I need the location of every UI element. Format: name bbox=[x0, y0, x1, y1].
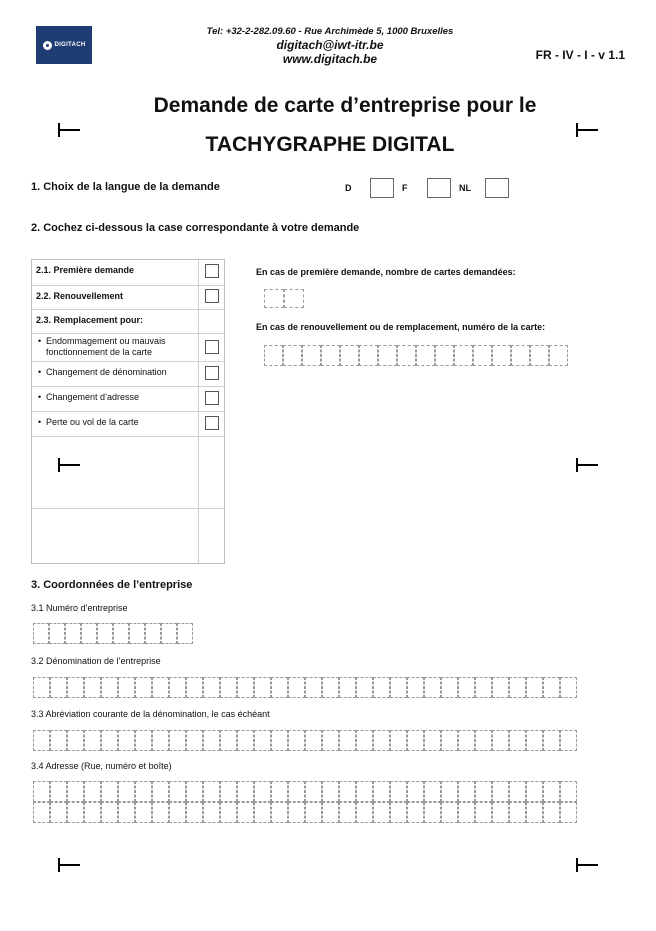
char-box bbox=[113, 623, 129, 644]
char-box bbox=[118, 677, 135, 698]
char-box bbox=[254, 730, 271, 751]
name-change-checkbox[interactable] bbox=[205, 366, 219, 380]
char-box bbox=[220, 802, 237, 823]
char-box bbox=[33, 623, 49, 644]
char-box bbox=[407, 781, 424, 802]
first-request-checkbox[interactable] bbox=[205, 264, 219, 278]
char-box bbox=[390, 802, 407, 823]
form-title-line2: TACHYGRAPHE DIGITAL bbox=[205, 133, 455, 156]
company-name-input[interactable] bbox=[33, 677, 577, 698]
char-box bbox=[283, 345, 302, 366]
address-input-line2[interactable] bbox=[33, 802, 577, 823]
char-box bbox=[416, 345, 435, 366]
char-box bbox=[390, 730, 407, 751]
char-box bbox=[340, 345, 359, 366]
char-box bbox=[509, 677, 526, 698]
table-empty-row bbox=[32, 436, 224, 509]
address-label: 3.4 Adresse (Rue, numéro et boîte) bbox=[31, 761, 172, 771]
char-box bbox=[220, 781, 237, 802]
char-box bbox=[33, 730, 50, 751]
char-box bbox=[288, 802, 305, 823]
company-number-label: 3.1 Numéro d’entreprise bbox=[31, 603, 128, 613]
char-box bbox=[560, 730, 577, 751]
char-box bbox=[264, 345, 283, 366]
char-box bbox=[33, 677, 50, 698]
char-box bbox=[254, 802, 271, 823]
char-box bbox=[271, 677, 288, 698]
char-box bbox=[237, 781, 254, 802]
reason-name-change-label: Changement de dénomination bbox=[46, 367, 167, 377]
char-box bbox=[526, 730, 543, 751]
char-box bbox=[220, 730, 237, 751]
char-box bbox=[271, 802, 288, 823]
char-box bbox=[356, 730, 373, 751]
char-box bbox=[458, 781, 475, 802]
company-name-label: 3.2 Dénomination de l’entreprise bbox=[31, 656, 161, 666]
char-box bbox=[169, 677, 186, 698]
char-box bbox=[543, 781, 560, 802]
char-box bbox=[509, 781, 526, 802]
char-box bbox=[560, 781, 577, 802]
char-box bbox=[441, 781, 458, 802]
char-box bbox=[560, 677, 577, 698]
char-box bbox=[305, 781, 322, 802]
reason-address-change-label: Changement d’adresse bbox=[46, 392, 140, 402]
char-box bbox=[543, 677, 560, 698]
card-number-input[interactable] bbox=[264, 345, 568, 366]
char-box bbox=[101, 677, 118, 698]
corner-mark-icon bbox=[576, 123, 598, 137]
card-count-input[interactable] bbox=[264, 289, 304, 308]
char-box bbox=[254, 677, 271, 698]
reason-loss: • Perte ou vol de la carte bbox=[32, 411, 224, 437]
char-box bbox=[33, 781, 50, 802]
option-replacement-label: 2.3. Remplacement pour: bbox=[36, 315, 144, 325]
char-box bbox=[435, 345, 454, 366]
char-box bbox=[118, 730, 135, 751]
char-box bbox=[152, 802, 169, 823]
char-box bbox=[101, 781, 118, 802]
char-box bbox=[397, 345, 416, 366]
char-box bbox=[50, 677, 67, 698]
option-renewal-label: 2.2. Renouvellement bbox=[36, 291, 124, 301]
corner-mark-icon bbox=[58, 123, 80, 137]
abbreviation-input[interactable] bbox=[33, 730, 577, 751]
corner-mark-icon bbox=[576, 458, 598, 472]
char-box bbox=[509, 802, 526, 823]
damage-checkbox[interactable] bbox=[205, 340, 219, 354]
form-version: FR - IV - I - v 1.1 bbox=[535, 48, 625, 62]
char-box bbox=[33, 802, 50, 823]
corner-mark-icon bbox=[576, 858, 598, 872]
char-box bbox=[339, 730, 356, 751]
lang-label-d: D bbox=[345, 183, 352, 193]
char-box bbox=[152, 781, 169, 802]
char-box bbox=[203, 730, 220, 751]
char-box bbox=[560, 802, 577, 823]
char-box bbox=[169, 802, 186, 823]
char-box bbox=[135, 802, 152, 823]
char-box bbox=[458, 802, 475, 823]
contact-email[interactable]: digitach@iwt-itr.be bbox=[276, 38, 384, 52]
char-box bbox=[67, 730, 84, 751]
char-box bbox=[458, 677, 475, 698]
char-box bbox=[475, 781, 492, 802]
char-box bbox=[101, 802, 118, 823]
char-box bbox=[237, 677, 254, 698]
char-box bbox=[441, 730, 458, 751]
char-box bbox=[50, 730, 67, 751]
char-box bbox=[530, 345, 549, 366]
char-box bbox=[407, 802, 424, 823]
char-box bbox=[67, 802, 84, 823]
char-box bbox=[203, 677, 220, 698]
abbreviation-label: 3.3 Abréviation courante de la dénomination, le cas échéant bbox=[31, 709, 270, 719]
char-box bbox=[302, 345, 321, 366]
section1-heading: 1. Choix de la langue de la demande bbox=[31, 181, 220, 193]
request-type-table bbox=[31, 259, 225, 564]
char-box bbox=[84, 677, 101, 698]
char-box bbox=[186, 802, 203, 823]
char-box bbox=[373, 730, 390, 751]
char-box bbox=[454, 345, 473, 366]
option-replacement bbox=[32, 309, 224, 334]
lang-checkbox-d[interactable] bbox=[370, 178, 394, 198]
section2-heading: 2. Cochez ci-dessous la case correspondante à votre demande bbox=[31, 222, 360, 234]
char-box bbox=[186, 677, 203, 698]
char-box bbox=[135, 677, 152, 698]
char-box bbox=[475, 802, 492, 823]
char-box bbox=[97, 623, 113, 644]
contact-line: Tel: +32-2-282.09.60 - Rue Archimède 5, 1000 Bruxelles bbox=[206, 26, 454, 37]
first-request-count-label: En cas de première demande, nombre de cartes demandées: bbox=[256, 267, 516, 277]
char-box bbox=[441, 677, 458, 698]
char-box bbox=[271, 730, 288, 751]
reason-loss-label: Perte ou vol de la carte bbox=[46, 417, 139, 427]
char-box bbox=[145, 623, 161, 644]
char-box bbox=[237, 730, 254, 751]
char-box bbox=[356, 802, 373, 823]
char-box bbox=[186, 781, 203, 802]
char-box bbox=[50, 781, 67, 802]
logo-text: DIGITACH bbox=[54, 42, 86, 48]
company-number-input[interactable] bbox=[33, 623, 193, 644]
char-box bbox=[305, 730, 322, 751]
char-box bbox=[407, 677, 424, 698]
form-title-line1: Demande de carte d’entreprise pour le bbox=[153, 94, 537, 117]
char-box bbox=[356, 677, 373, 698]
char-box bbox=[407, 730, 424, 751]
corner-mark-icon bbox=[58, 858, 80, 872]
option-renewal bbox=[32, 285, 224, 310]
char-box bbox=[475, 730, 492, 751]
char-box bbox=[492, 781, 509, 802]
char-box bbox=[169, 781, 186, 802]
lang-checkbox-f[interactable] bbox=[427, 178, 451, 198]
char-box bbox=[390, 781, 407, 802]
char-box bbox=[378, 345, 397, 366]
char-box bbox=[473, 345, 492, 366]
lang-checkbox-nl[interactable] bbox=[485, 178, 509, 198]
char-box bbox=[101, 730, 118, 751]
char-box bbox=[492, 730, 509, 751]
address-change-checkbox[interactable] bbox=[205, 391, 219, 405]
char-box bbox=[424, 802, 441, 823]
char-box bbox=[135, 781, 152, 802]
loss-checkbox[interactable] bbox=[205, 416, 219, 430]
reason-damage-label-2: fonctionnement de la carte bbox=[46, 347, 153, 357]
char-box bbox=[390, 677, 407, 698]
char-box bbox=[339, 781, 356, 802]
char-box bbox=[492, 345, 511, 366]
char-box bbox=[288, 730, 305, 751]
char-box bbox=[84, 781, 101, 802]
char-box bbox=[492, 677, 509, 698]
card-number-label: En cas de renouvellement ou de remplacement, numéro de la carte: bbox=[256, 322, 546, 332]
char-box bbox=[118, 802, 135, 823]
char-box bbox=[152, 730, 169, 751]
char-box bbox=[322, 802, 339, 823]
char-box bbox=[186, 730, 203, 751]
char-box bbox=[305, 802, 322, 823]
char-box bbox=[67, 677, 84, 698]
char-box bbox=[169, 730, 186, 751]
char-box bbox=[135, 730, 152, 751]
char-box bbox=[373, 677, 390, 698]
char-box bbox=[339, 677, 356, 698]
digitach-logo bbox=[36, 26, 92, 64]
reason-damage-label-1: Endommagement ou mauvais bbox=[46, 336, 166, 346]
char-box bbox=[118, 781, 135, 802]
char-box bbox=[526, 802, 543, 823]
address-input-line1[interactable] bbox=[33, 781, 577, 802]
option-first-request bbox=[32, 260, 224, 286]
char-box bbox=[271, 781, 288, 802]
char-box bbox=[288, 677, 305, 698]
char-box bbox=[373, 781, 390, 802]
char-box bbox=[322, 730, 339, 751]
logo-mark-icon bbox=[43, 41, 52, 50]
option-first-label: 2.1. Première demande bbox=[36, 265, 135, 275]
char-box bbox=[458, 730, 475, 751]
char-box bbox=[203, 802, 220, 823]
contact-website[interactable]: www.digitach.be bbox=[282, 52, 378, 66]
char-box bbox=[322, 677, 339, 698]
lang-label-f: F bbox=[402, 183, 408, 193]
char-box bbox=[254, 781, 271, 802]
char-box bbox=[475, 677, 492, 698]
char-box bbox=[359, 345, 378, 366]
char-box bbox=[220, 677, 237, 698]
char-box bbox=[50, 802, 67, 823]
renewal-checkbox[interactable] bbox=[205, 289, 219, 303]
char-box bbox=[543, 730, 560, 751]
section3-heading: 3. Coordonnées de l’entreprise bbox=[31, 579, 193, 591]
char-box bbox=[492, 802, 509, 823]
char-box bbox=[203, 781, 220, 802]
char-box bbox=[509, 730, 526, 751]
lang-label-nl: NL bbox=[459, 183, 471, 193]
char-box bbox=[424, 677, 441, 698]
char-box bbox=[441, 802, 458, 823]
char-box bbox=[321, 345, 340, 366]
char-box bbox=[161, 623, 177, 644]
char-box bbox=[288, 781, 305, 802]
char-box bbox=[373, 802, 390, 823]
char-box bbox=[526, 677, 543, 698]
char-box bbox=[305, 677, 322, 698]
char-box bbox=[424, 730, 441, 751]
char-box bbox=[322, 781, 339, 802]
char-box bbox=[177, 623, 193, 644]
char-box bbox=[152, 677, 169, 698]
char-box bbox=[129, 623, 145, 644]
char-box bbox=[526, 781, 543, 802]
char-box bbox=[84, 802, 101, 823]
reason-name-change: • Changement de dénomination bbox=[32, 361, 224, 387]
char-box bbox=[49, 623, 65, 644]
char-box bbox=[543, 802, 560, 823]
reason-address-change: • Changement d’adresse bbox=[32, 386, 224, 412]
char-box bbox=[65, 623, 81, 644]
char-box bbox=[84, 730, 101, 751]
char-box bbox=[81, 623, 97, 644]
char-box bbox=[67, 781, 84, 802]
char-box bbox=[339, 802, 356, 823]
char-box bbox=[511, 345, 530, 366]
reason-damage: • Endommagement ou mauvais fonctionnement de la carte bbox=[32, 333, 224, 362]
char-box bbox=[356, 781, 373, 802]
char-box bbox=[549, 345, 568, 366]
char-box bbox=[237, 802, 254, 823]
char-box bbox=[424, 781, 441, 802]
